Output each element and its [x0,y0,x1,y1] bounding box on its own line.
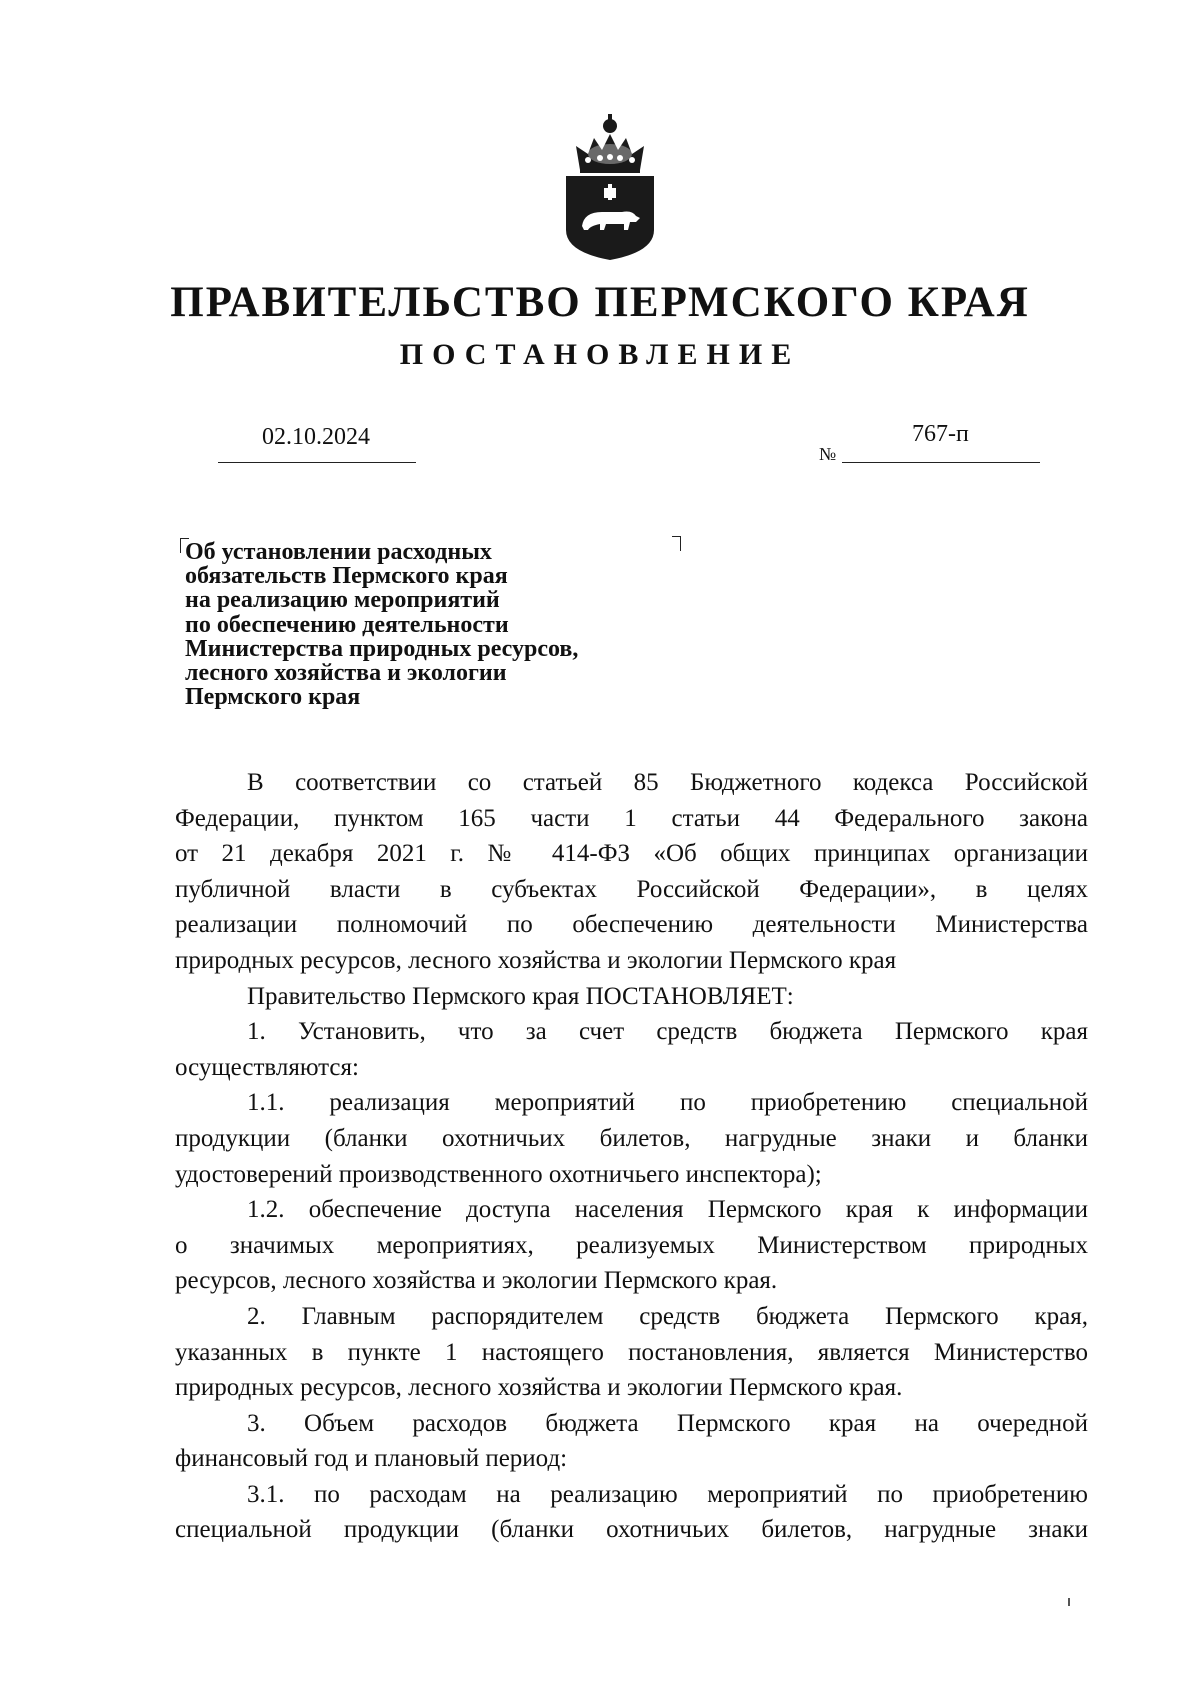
number-underline [842,462,1040,463]
body-line: специальной продукции (бланки охотничьих билетов, нагрудные знаки [175,1516,1088,1544]
subject-line: Пермского края [185,684,361,711]
perm-krai-coat-of-arms-icon [562,112,658,262]
body-line: осуществляются: [175,1053,359,1081]
subject-line: обязательств Пермского края [185,563,508,590]
subject-line: Министерства природных ресурсов, [185,635,579,662]
number-sign: № [819,444,837,464]
subject-line: лесного хозяйства и экологии [185,660,507,687]
body-line: 3.1. по расходам на реализацию мероприятий по приобретению [247,1480,1088,1508]
body-line: 2. Главным распорядителем средств бюджета Пермского края, [247,1302,1088,1330]
body-line: ресурсов, лесного хозяйства и экологии Пермского края. [175,1267,778,1295]
body-line: публичной власти в субъектах Российской Федерации», в целях [175,875,1088,903]
document-date: 02.10.2024 [262,424,370,450]
body-line: реализации полномочий по обеспечению деятельности Министерства [175,911,1088,939]
document-type-title: ПОСТАНОВЛЕНИЕ [399,338,801,371]
body-line: 1. Установить, что за счет средств бюджета Пермского края [247,1018,1088,1046]
body-line: Федерации, пунктом 165 части 1 статьи 44 Федерального закона [175,804,1088,832]
document-subject [185,540,685,709]
body-line: Правительство Пермского края ПОСТАНОВЛЯЕТ: [247,982,794,1010]
body-line: 3. Объем расходов бюджета Пермского края на очередной [247,1409,1088,1437]
body-line: продукции (бланки охотничьих билетов, нагрудные знаки и бланки [175,1124,1088,1152]
government-title: ПРАВИТЕЛЬСТВО ПЕРМСКОГО КРАЯ [170,279,1030,326]
body-line: В соответствии со статьей 85 Бюджетного кодекса Российской [247,769,1088,796]
body-line: удостоверений производственного охотничьего инспектора); [175,1160,822,1188]
body-line: природных ресурсов, лесного хозяйства и экологии Пермского края [175,946,897,974]
scan-artifact [1068,1598,1070,1606]
body-line: 1.1. реализация мероприятий по приобретению специальной [247,1089,1088,1117]
body-line: природных ресурсов, лесного хозяйства и экологии Пермского края. [175,1374,903,1402]
body-line: указанных в пункте 1 настоящего постановления, является Министерство [175,1338,1088,1366]
date-underline [218,462,416,463]
body-line: финансовый год и плановый период: [175,1445,568,1473]
document-body [175,765,1088,1548]
subject-line: Об установлении расходных [185,539,492,565]
subject-line: по обеспечению деятельности [185,611,509,638]
body-line: о значимых мероприятиях, реализуемых Министерством природных [175,1231,1088,1259]
subject-line: на реализацию мероприятий [185,587,500,614]
document-number: 767-п [912,421,969,447]
body-line: 1.2. обеспечение доступа населения Пермского края к информации [247,1196,1088,1224]
body-line: от 21 декабря 2021 г. № 414-ФЗ «Об общих принципах организации [175,840,1088,868]
